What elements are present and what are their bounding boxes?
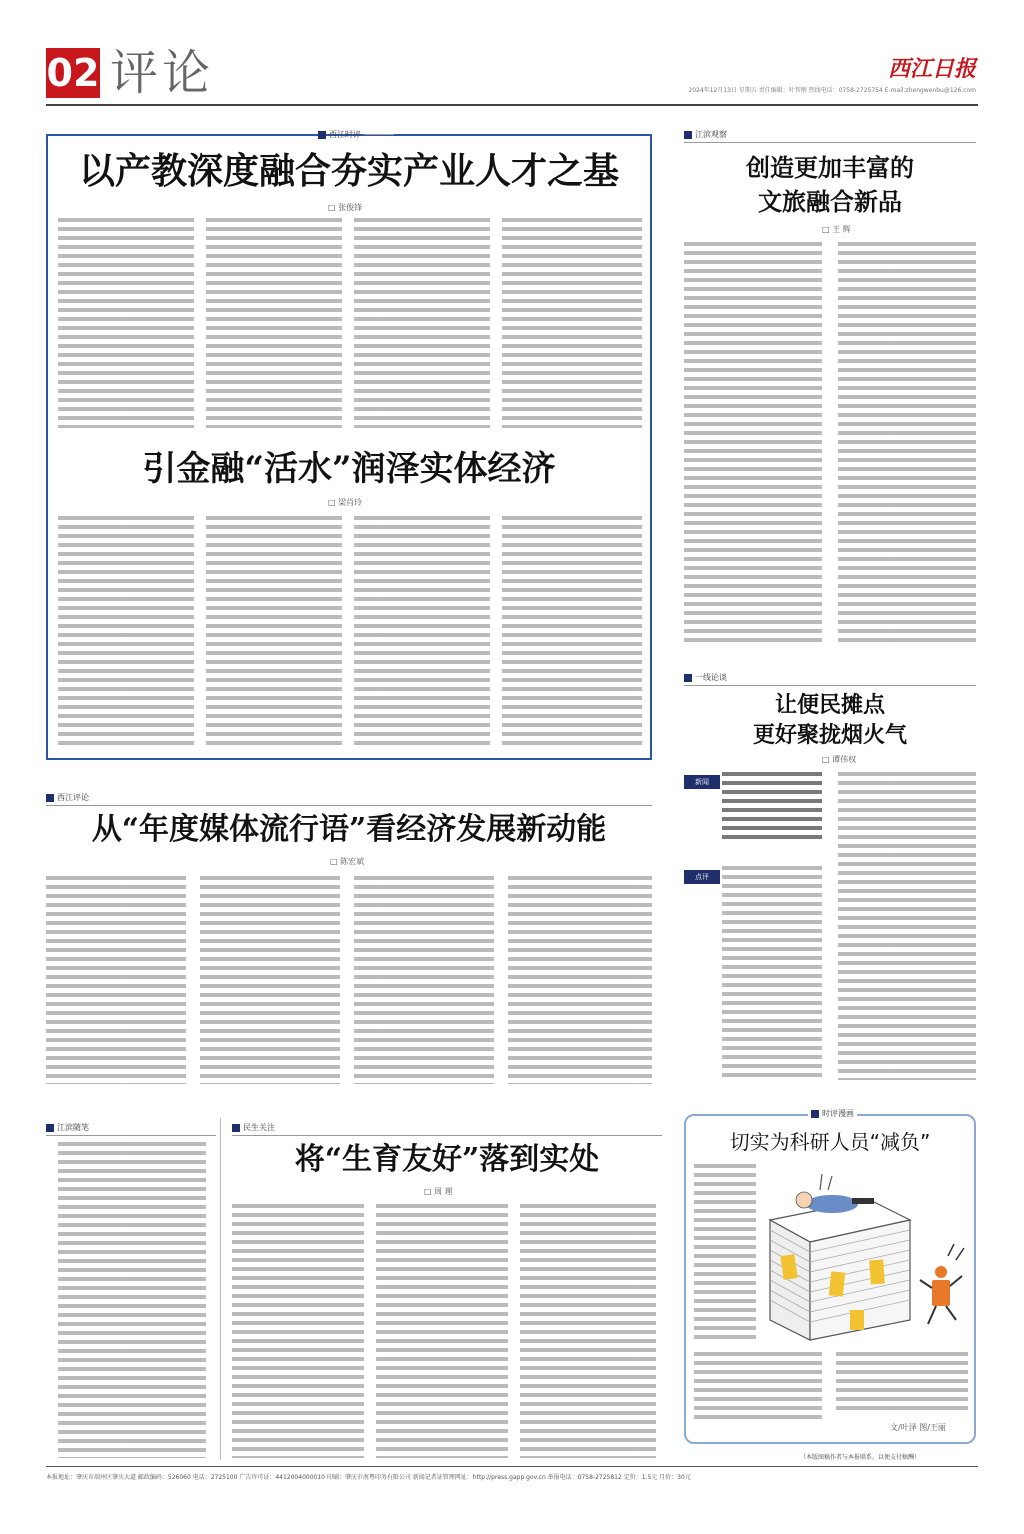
lead2-title: 引金融“活水”润泽实体经济 [142,449,556,489]
mid-col3 [354,876,494,1084]
right1-byline: □ 王 辉 [822,225,851,234]
lead1-byline: □ 张俊锋 [328,203,363,212]
footer-rule [46,1466,978,1467]
lead1-col1 [58,218,194,428]
news-badge: 新闻 [684,775,720,789]
lead1-title: 以产教深度融合夯实产业人才之基 [78,150,619,192]
mid-tag: 西江评论 [46,792,89,803]
lead2-byline: □ 梁肖玲 [328,498,363,507]
news-summary [722,772,822,842]
cartoon-title: 切实为科研人员“减负” [729,1130,931,1154]
mid-col1 [46,876,186,1084]
right1-col1 [684,242,822,646]
bottom-center-tag: 民生关注 [232,1122,275,1133]
divider [684,685,976,686]
tag-block-icon [232,1124,240,1132]
bottom-center-title: 将“生育友好”落到实处 [294,1142,600,1177]
header-rule [46,104,978,106]
running-figure-icon [920,1244,964,1324]
bottom-center-col2 [376,1204,508,1458]
tag-block-icon [46,794,54,802]
footer-info: 本报地址：肇庆市端州区肇庆大道 邮政编码：526060 电话：2725100 广告许可证：4412004000010 印刷：肇庆市南粤印务有限公司 新闻记者证管理网址：http://press.gapp.gov.cn 举报电话：0758-2725812 定价：1.5元 月价：30元 [46,1474,691,1481]
bottom-center-col1 [232,1204,364,1458]
right1-col2 [838,242,976,646]
bottom-center-col3 [520,1204,656,1458]
right2-col2 [838,772,976,1080]
right2-tag: 一线论谈 [684,672,727,683]
mid-title: 从“年度媒体流行语”看经济发展新动能 [91,812,607,847]
tag-block-icon [318,131,326,139]
newspaper-logo: 西江日报 [887,56,976,82]
cartoon-text-col2 [694,1352,822,1424]
lead1-col4 [502,218,642,428]
divider [232,1135,662,1136]
bottom-left-col [58,1142,206,1458]
bottom-center-byline: □ 周 理 [424,1187,453,1196]
header-meta: 2024年12月13日 星期五 责任编辑：叶智刚 热线电话：0758-2725754 E-mail:zhengwenbu@126.com [688,87,976,94]
mid-col4 [508,876,652,1084]
right2-byline: □ 谭伟权 [822,755,857,764]
right2-title-line1: 让便民摊点 [774,692,885,718]
lead2-col1 [58,516,194,748]
divider [684,142,976,143]
cartoon-credit: 文/叶泽 图/王丽 [890,1423,946,1432]
tag-block-icon [46,1124,54,1132]
paper-stack-icon [770,1200,910,1340]
lead1-col2 [206,218,342,428]
right1-title-line2: 文旅融合新品 [758,187,902,216]
tag-block-icon [811,1110,819,1118]
mid-byline: □ 陈宏斌 [330,857,365,866]
right1-title-line1: 创造更加丰富的 [746,153,914,182]
cartoon-illustration [760,1160,970,1350]
bottom-left-tag: 江滨随笔 [46,1122,89,1133]
tag-block-icon [684,131,692,139]
cartoon-tag: 时评漫画 [808,1108,857,1119]
comment-badge: 点评 [684,870,720,884]
page-number-badge: 02 [46,48,100,98]
right2-col1 [722,866,822,1080]
divider [46,805,652,806]
lead1-tag: 西江时评 [318,129,394,140]
right1-tag: 江滨观察 [684,129,727,140]
cartoon-text-col [694,1164,756,1340]
page-caption: （本版图稿作者与本报联系，以便支付稿酬） [800,1454,921,1461]
right2-title-line2: 更好聚拢烟火气 [752,722,907,748]
lead2-col3 [354,516,490,748]
lead1-col3 [354,218,490,428]
column-rule [220,1118,221,1460]
lead2-col2 [206,516,342,748]
tag-block-icon [684,674,692,682]
mid-col2 [200,876,340,1084]
divider [46,1135,216,1136]
cartoon-text-col3 [836,1352,968,1414]
lead2-col4 [502,516,642,748]
section-title: 评论 [110,45,215,101]
